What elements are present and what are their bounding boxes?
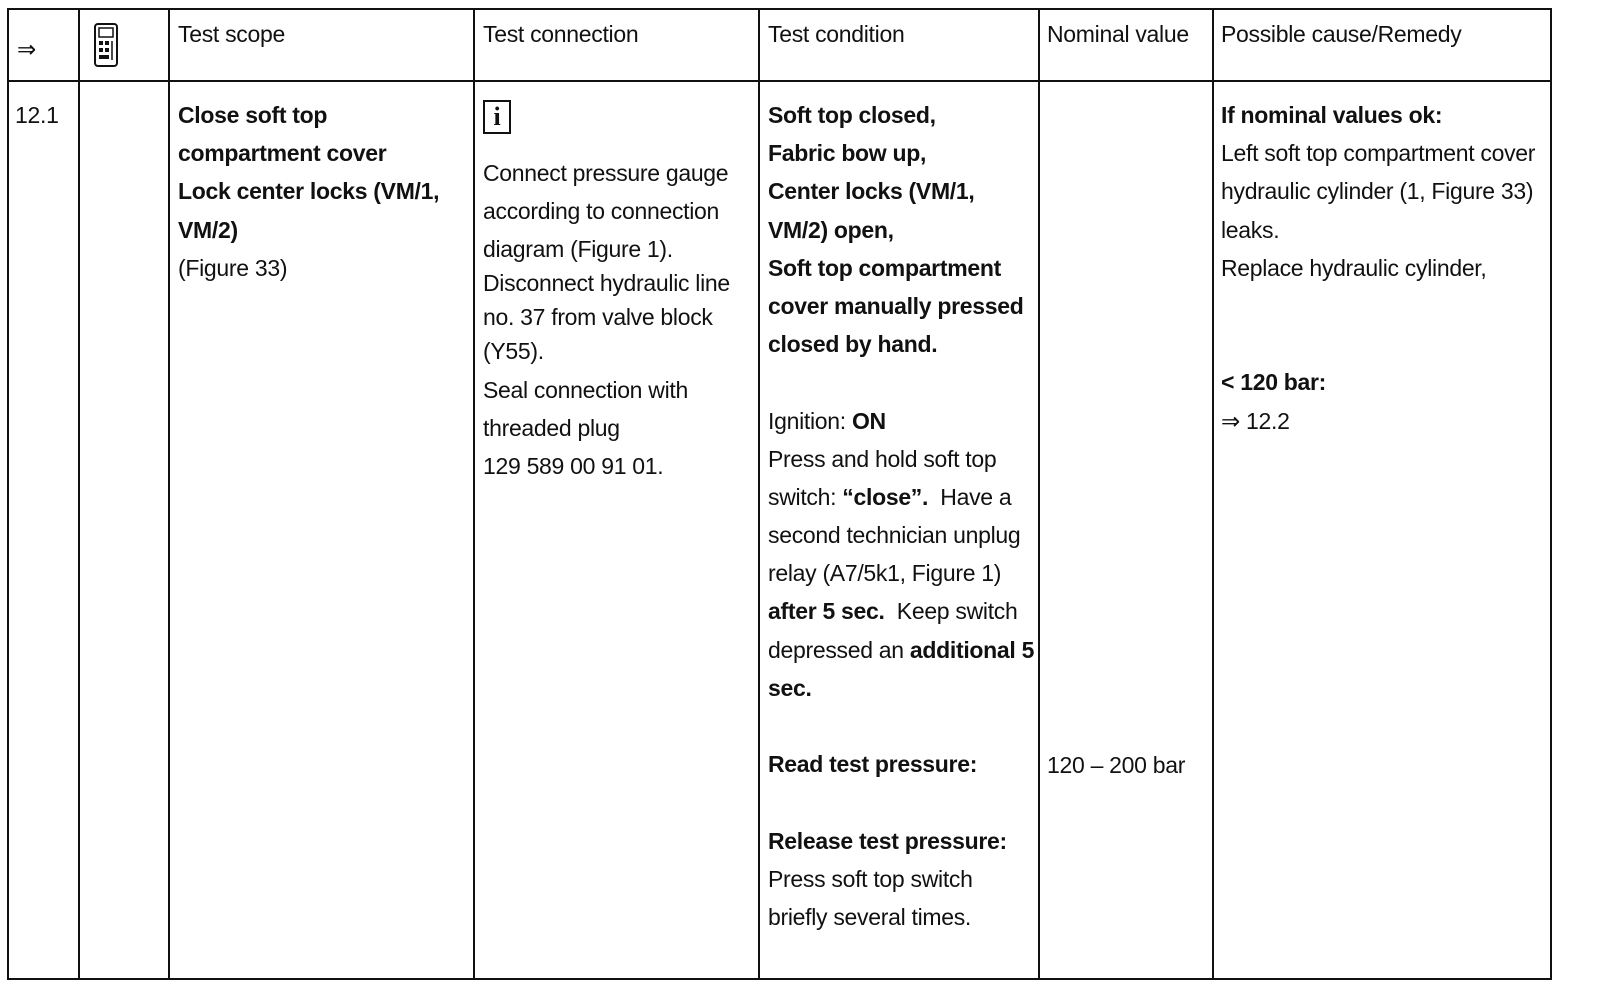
test-table — [7, 8, 1552, 980]
column-divider — [168, 10, 170, 978]
step-number: 12.1 — [15, 102, 59, 128]
test-scope-line: Close soft top — [178, 102, 328, 128]
tester-device-icon — [93, 22, 119, 68]
test-condition-cell: Soft top closed, Fabric bow up, Center locks (VM/1, VM/2) open, Soft top compartment cover manually pressed closed by hand. Ignition: ON Press and hold soft top switch: “close”. Have a second technician unplug relay (A7/5k1, Figure 1) after 5 sec. Keep switch depressed an additional 5 sec. Read test pressure: Release test pressure: Press soft top switch briefly several times. — [768, 102, 1035, 930]
spacer — [768, 363, 1034, 401]
press-line: switch: “close”. Have a — [768, 483, 1012, 510]
test-scope-figure-ref: (Figure 33) — [178, 254, 288, 281]
test-connection-text: Connect pressure gauge according to connection diagram (Figure 1). Disconnect hydraulic line no. 37 from valve block (Y55). Seal connection with threaded plug 129 589 00 91 01. — [483, 160, 730, 479]
spacer — [1221, 287, 1535, 325]
header-test-connection: Test connection — [483, 21, 639, 47]
header-possible-cause: Possible cause/Remedy — [1221, 21, 1462, 47]
spacer — [1221, 325, 1535, 363]
press-line: depressed an additional 5 — [768, 636, 1035, 663]
header-test-condition: Test condition — [768, 21, 905, 47]
test-scope-cell — [178, 96, 439, 287]
header-test-scope: Test scope — [178, 21, 285, 47]
spacer — [768, 707, 1034, 745]
header-nominal-value: Nominal value — [1047, 21, 1189, 47]
column-divider — [1212, 10, 1214, 978]
arrow-symbol: ⇒ — [17, 36, 36, 62]
nominal-value-cell: 120 – 200 bar — [1047, 752, 1186, 778]
column-divider — [78, 10, 80, 978]
column-divider — [1038, 10, 1040, 978]
ignition-line: Ignition: ON — [768, 407, 886, 434]
test-scope-line: compartment cover — [178, 140, 387, 167]
goto-step-link: ⇒ 12.2 — [1221, 407, 1290, 434]
info-icon: i — [483, 100, 511, 134]
release-pressure-label: Release test pressure: — [768, 827, 1007, 854]
possible-cause-cell: If nominal values ok: Left soft top compartment cover hydraulic cylinder (1, Figure 33) leaks. Replace hydraulic cylinder, < 120 bar: ⇒ 12.2 — [1221, 96, 1535, 440]
test-scope-line: VM/2) — [178, 216, 238, 243]
test-connection-cell — [483, 98, 511, 136]
spacer — [768, 783, 1034, 821]
read-pressure-label: Read test pressure: — [768, 751, 978, 778]
press-line: after 5 sec. Keep switch — [768, 598, 1018, 625]
column-divider — [473, 10, 475, 978]
column-divider — [758, 10, 760, 978]
header-divider — [9, 80, 1550, 82]
test-scope-line: Lock center locks (VM/1, — [178, 178, 440, 205]
